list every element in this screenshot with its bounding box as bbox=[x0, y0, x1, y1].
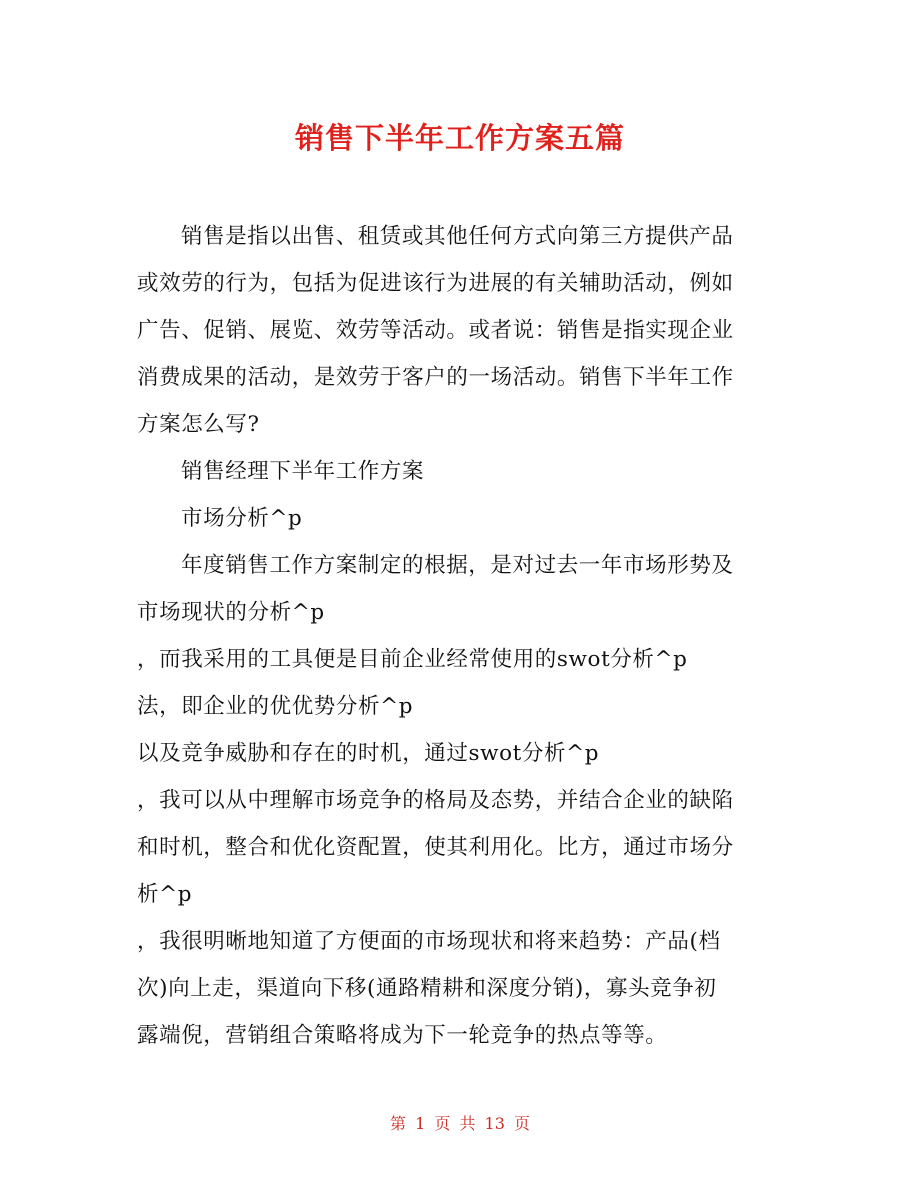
text-line: 市场现状的分析^p bbox=[137, 600, 325, 625]
text-line: 年度销售工作方案制定的根据，是对过去一年市场形势及 bbox=[181, 553, 734, 578]
document-body bbox=[137, 213, 785, 1059]
text-line: 方案怎么写? bbox=[137, 412, 260, 437]
text-line: ，而我采用的工具便是目前企业经常使用的swot分析^p bbox=[137, 647, 688, 672]
text-line: 析^p bbox=[137, 882, 193, 907]
document-title: 销售下半年工作方案五篇 bbox=[294, 121, 625, 155]
text-line: 销售经理下半年工作方案 bbox=[181, 459, 425, 484]
text-line: 次)向上走，渠道向下移(通路精耕和深度分销)，寡头竞争初 bbox=[137, 976, 717, 1001]
text-line: 销售是指以出售、租赁或其他任何方式向第三方提供产品 bbox=[181, 224, 734, 249]
text-line: 露端倪，营销组合策略将成为下一轮竞争的热点等等。 bbox=[137, 1023, 668, 1048]
text-line: 消费成果的活动，是效劳于客户的一场活动。销售下半年工作 bbox=[137, 365, 734, 390]
page-footer: 第 1 页 共 13 页 bbox=[390, 1114, 530, 1133]
text-line: 和时机，整合和优化资配置，使其利用化。比方，通过市场分 bbox=[137, 835, 734, 860]
text-line: 市场分析^p bbox=[181, 506, 303, 531]
text-line: 广告、促销、展览、效劳等活动。或者说：销售是指实现企业 bbox=[137, 318, 734, 343]
text-line: ，我很明晰地知道了方便面的市场现状和将来趋势：产品(档 bbox=[137, 929, 721, 954]
text-line: ，我可以从中理解市场竞争的格局及态势，并结合企业的缺陷 bbox=[137, 788, 734, 813]
text-line: 法，即企业的优优势分析^p bbox=[137, 694, 414, 719]
text-line: 或效劳的行为，包括为促进该行为进展的有关辅助活动，例如 bbox=[137, 271, 734, 296]
text-line: 以及竞争威胁和存在的时机，通过swot分析^p bbox=[137, 741, 600, 766]
